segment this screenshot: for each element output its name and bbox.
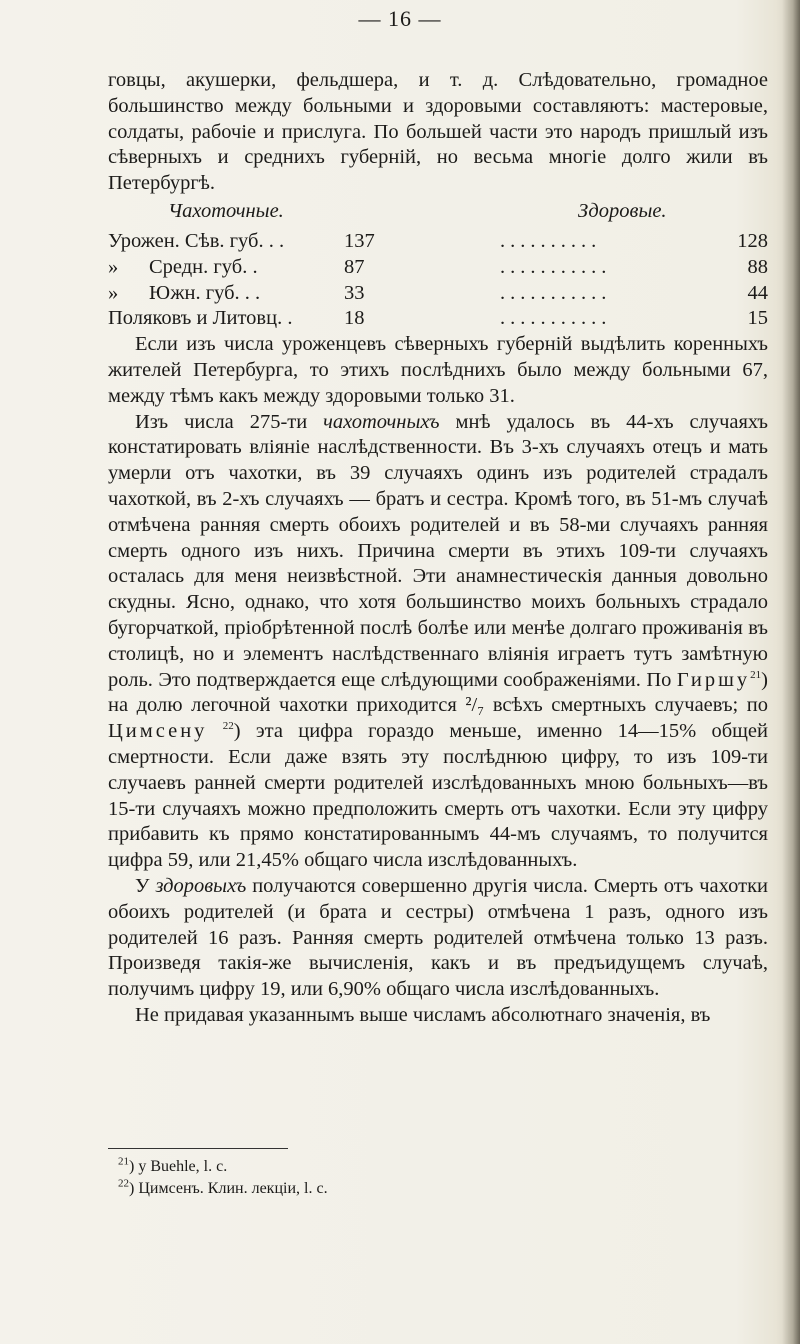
author-name: Цимсену xyxy=(108,720,208,743)
sick-value: 18 xyxy=(344,307,365,330)
footnote xyxy=(118,1156,738,1178)
footnote-text: ) y Buehle, l. c. xyxy=(129,1158,228,1175)
text-run: получаются совершенно другія числа. Смерть отъ чахотки обоихъ родителей (и брата и сестры) отмѣчена 1 разъ, одного изъ родителей 16 разъ. Ранняя смерть родителей отмѣчена только 13 разъ. Произведя такія-же вычисленія, какъ и въ предъидущемъ случаѣ, получимъ цифру 19, или 6,90% общаго числа изслѣдованныхъ. xyxy=(108,874,768,1001)
text-run: мнѣ удалось въ 44-хъ случаяхъ констатировать вліяніе наслѣдственности. Въ 3-хъ случаяхъ отецъ и мать умерли отъ чахотки, въ 39 случаяхъ одинъ изъ родителей страдалъ чахоткой, въ 2-хъ случаяхъ — братъ и сестра. Кромѣ того, въ 51-мъ случаѣ отмѣчена ранняя смерть обоихъ родителей и въ 58-ми случаяхъ ранняя смерть одного изъ нихъ. Причина смерти въ этихъ 109-ти случаяхъ осталась для меня неизвѣстной. Эти анамнестическія данныя довольно скудны. Ясно, однако, что хотя большинство моихъ больныхъ страдало бугорчаткой, пріобрѣтенной послѣ болѣе или менѣе долгаго проживанія въ столицѣ, но и элементъ наслѣдственнаго вліянія играетъ тутъ замѣтную роль. Это подтверждается еще слѣдующими соображеніями. По xyxy=(108,410,768,691)
table-row xyxy=(108,281,768,307)
text-run: Изъ числа 275-ти xyxy=(135,410,324,433)
row-label: » Средн. губ. . xyxy=(108,255,258,278)
footnote-ref: 21 xyxy=(750,668,762,681)
paragraph-4 xyxy=(108,874,768,1003)
footnotes xyxy=(118,1156,738,1200)
footnote-ref: 22 xyxy=(222,720,234,733)
footnote xyxy=(118,1178,738,1200)
healthy-value: 128 xyxy=(737,229,768,252)
text-run: на долю легочной чахотки приходится ²/₇ всѣхъ смертныхъ случаевъ; по xyxy=(108,694,768,717)
table-row xyxy=(108,229,768,255)
paragraph-2: Если изъ числа уроженцевъ сѣверныхъ губерній выдѣлить коренныхъ жителей Петербурга, то этихъ послѣднихъ было между больными 67, между тѣмъ какъ между здоровыми только 31. xyxy=(108,333,768,407)
footnote-mark: 22 xyxy=(118,1177,129,1190)
text-run: У xyxy=(135,874,156,897)
leader-dots: ........... xyxy=(500,255,612,278)
sick-value: 137 xyxy=(344,229,375,252)
sick-value: 33 xyxy=(344,281,365,304)
paragraph-5: Не придавая указаннымъ выше числамъ абсолютнаго значенія, въ xyxy=(135,1003,711,1026)
leader-dots: ........... xyxy=(500,281,612,304)
author-name: Гиршу xyxy=(676,668,751,691)
table-header xyxy=(108,199,768,229)
footnote-text: ) Цимсенъ. Клин. лекціи, l. c. xyxy=(129,1180,328,1197)
sick-value: 87 xyxy=(344,255,365,278)
emphasis: здоровыхъ xyxy=(155,874,247,897)
header-sick: Чахоточные. xyxy=(168,199,284,222)
page-edge-shadow xyxy=(782,0,800,1344)
text-run: эта цифра гораздо меньше, именно 14—15% общей смертности. Если даже взять эту послѣднюю цифру, то изъ 109-ти случаевъ ранней смерти родителей изслѣдованныхъ мною больныхъ—въ 15-ти случаяхъ можно предположить смерть отъ чахотки. Если эту цифру прибавить къ прямо констатированнымъ 44-мъ случаямъ, то получится цифра 59, или 21,45% общаго числа изслѣдованныхъ. xyxy=(108,720,768,872)
healthy-value: 88 xyxy=(747,255,768,278)
healthy-value: 15 xyxy=(747,307,768,330)
healthy-value: 44 xyxy=(747,281,768,304)
row-label: » Южн. губ. . . xyxy=(108,281,261,304)
header-healthy: Здоровые. xyxy=(578,199,667,222)
table-row xyxy=(108,255,768,281)
page-number: — 16 — xyxy=(358,6,442,31)
body-text xyxy=(108,68,768,1029)
table-row xyxy=(108,306,768,332)
row-label: Поляковъ и Литовц. . xyxy=(108,307,293,330)
leader-dots: .......... xyxy=(500,229,602,252)
footnote-divider xyxy=(108,1148,288,1149)
paragraph-3: Изъ числа 275-ти чахоточныхъ мнѣ удалось въ 44-хъ случаяхъ констатировать вліяніе наслѣдственности. Въ 3-хъ случаяхъ отецъ и мать умерли отъ чахотки, въ 39 случаяхъ одинъ изъ родителей страдалъ чахоткой, въ 2-хъ случаяхъ — братъ и сестра. Кромѣ того, въ 51-мъ случаѣ отмѣчена ранняя смерть обоихъ родителей и въ 58-ми случаяхъ ранняя смерть одного изъ нихъ. Причина смерти въ этихъ 109-ти случаяхъ осталась для меня неизвѣстной. Эти анамнестическія данныя довольно скудны. Ясно, однако, что хотя большинство моихъ больныхъ страдало бугорчаткой, пріобрѣтенной послѣ болѣе или менѣе долгаго проживанія въ столицѣ, но и элементъ наслѣдственнаго вліянія играетъ тутъ замѣтную роль. Это подтверждается еще слѣдующими соображеніями. По Гиршу$^{21}$) на долю легочной чахотки приходится ²/₇ всѣхъ смертныхъ случаевъ; по Цимсену $^{22}$) эта цифра гораздо меньше, именно 14—15% общей смертности. Если даже взять эту послѣднюю цифру, то изъ 109-ти случаевъ ранней смерти родителей изслѣдованныхъ мною больныхъ—въ 15-ти случаяхъ можно предположить смерть отъ чахотки. Если эту цифру прибавить къ прямо констатированнымъ 44-мъ случаямъ, то получится цифра 59, или 21,45% общаго числа изслѣдованныхъ. xyxy=(108,410,768,872)
paragraph-1: говцы, акушерки, фельдшера, и т. д. Слѣдовательно, громадное большинство между больными и здоровыми составляютъ: мастеровые, солдаты, рабочіе и прислуга. По большей части это народъ пришлый изъ сѣверныхъ и среднихъ губерній, но весьма многіе долго жили въ Петербургѣ. xyxy=(108,69,768,195)
emphasis: чахоточныхъ xyxy=(323,410,440,433)
leader-dots: ........... xyxy=(500,307,612,330)
footnote-mark: 21 xyxy=(118,1155,129,1168)
row-label: Урожен. Сѣв. губ. . . xyxy=(108,229,285,252)
